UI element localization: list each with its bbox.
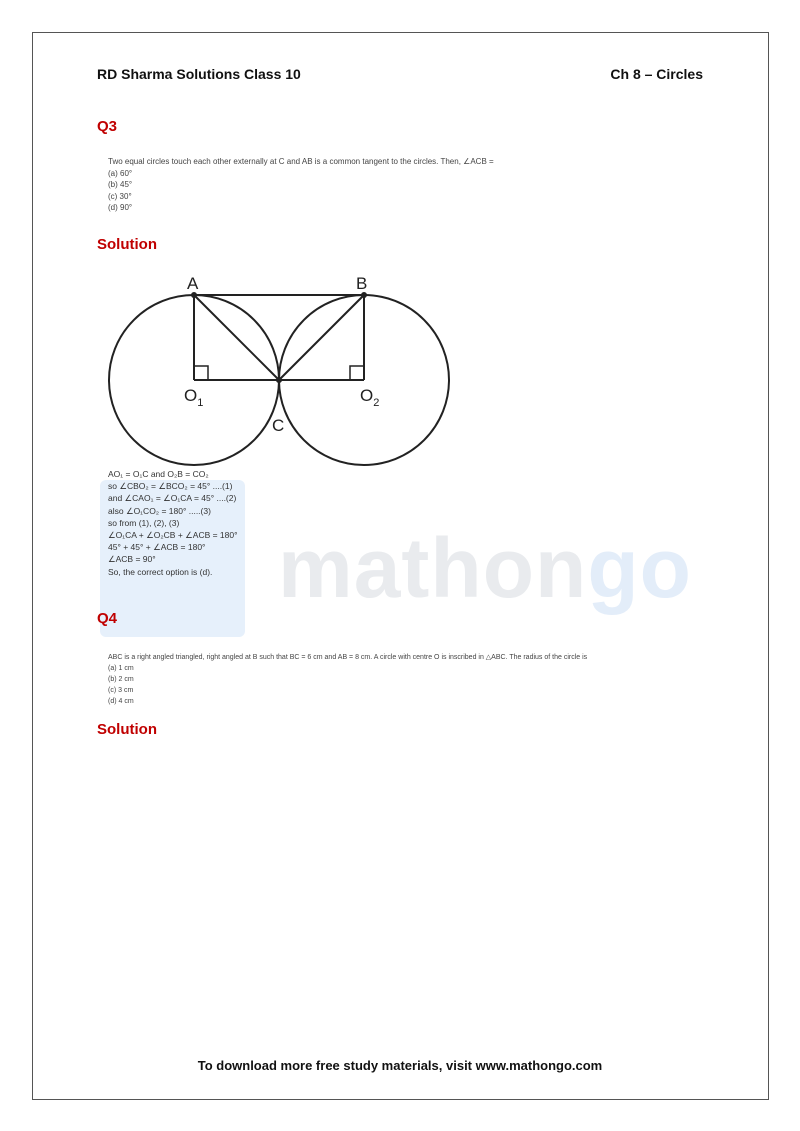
solution-line: also ∠O₁CO₂ = 180° .....(3): [108, 505, 211, 516]
solution-line: so ∠CBO₂ = ∠BCO₂ = 45° ....(1): [108, 481, 233, 492]
q3-option: (d) 90°: [108, 203, 133, 212]
solution-line: ∠ACB = 90°: [108, 554, 156, 565]
solution-line: so from (1), (2), (3): [108, 517, 180, 528]
solution3-steps: [108, 468, 238, 578]
q3-heading: Q3: [97, 118, 118, 135]
header-title: RD Sharma Solutions Class 10: [97, 66, 301, 82]
q4-option: (c) 3 cm: [108, 687, 134, 694]
q4-option: (b) 2 cm: [108, 676, 134, 683]
footer-text: To download more free study materials, visit www.mathongo.com: [197, 1058, 603, 1073]
q4-question-block: [108, 652, 587, 707]
header-chapter: Ch 8 – Circles: [610, 66, 703, 82]
watermark: mathongo: [278, 521, 692, 615]
label-a: A: [187, 274, 199, 293]
circles-diagram: [0, 0, 800, 480]
q4-heading: Q4: [97, 610, 118, 627]
q3-question: Two equal circles touch each other externally at C and AB is a common tangent to the circles. Then, ∠ACB =: [108, 157, 494, 166]
solution-line: 45° + 45° + ∠ACB = 180°: [108, 542, 206, 553]
q4-option: (a) 1 cm: [108, 665, 134, 672]
q3-option: (c) 30°: [108, 191, 132, 201]
q4-question: ABC is a right angled triangled, right angled at B such that BC = 6 cm and AB = 8 cm. A circle with centre O is inscribed in △ABC. The radius of the circle is: [108, 654, 588, 661]
q3-option: (a) 60°: [108, 168, 133, 178]
q3-option: (b) 45°: [108, 180, 133, 189]
q4-option: (d) 4 cm: [108, 698, 134, 705]
label-o2: $O_2$: [360, 386, 380, 409]
solution4-heading: Solution: [97, 721, 157, 738]
label-c: C: [272, 416, 285, 435]
label-o1: $O_1$: [184, 386, 204, 409]
solution3-heading: Solution: [97, 236, 157, 253]
solution-line: So, the correct option is (d).: [108, 566, 213, 577]
solution-line: and ∠CAO₁ = ∠O₁CA = 45° ....(2): [108, 493, 237, 504]
label-b: B: [356, 274, 368, 293]
solution-line: ∠O₁CA + ∠O₂CB + ∠ACB = 180°: [108, 530, 238, 541]
solution-line: AO₁ = O₁C and O₂B = CO₂: [108, 469, 209, 479]
